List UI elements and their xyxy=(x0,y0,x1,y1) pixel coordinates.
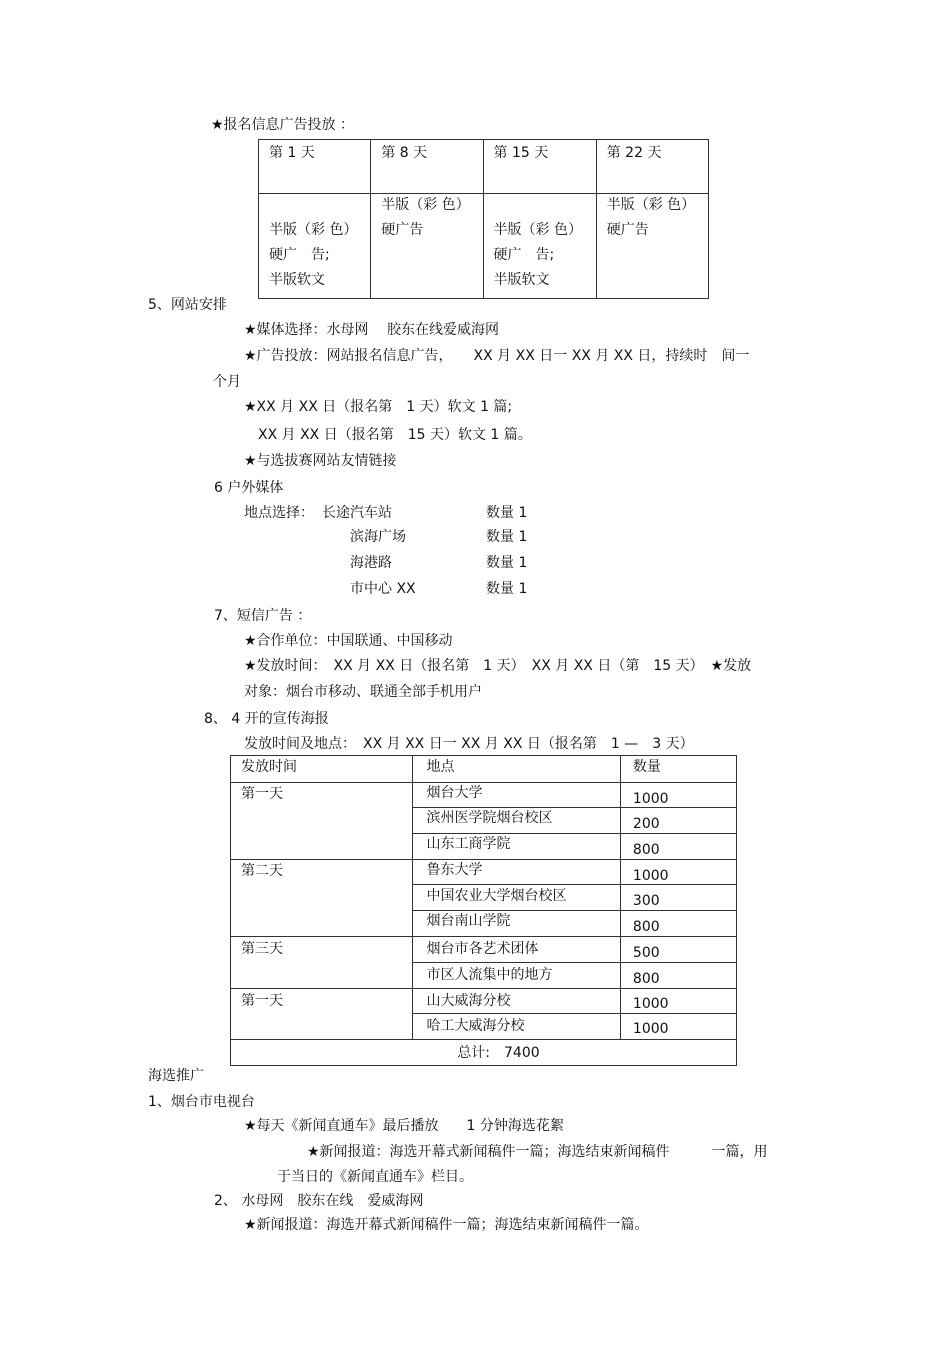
column-header: 第 15 天 xyxy=(483,140,596,194)
cell-line: 硬广告 xyxy=(606,222,649,238)
table-cell xyxy=(259,194,371,299)
table-cell xyxy=(596,194,708,299)
column-header: 数量 xyxy=(620,756,736,783)
website-line: ★XX 月 XX 日（报名第 1 天）软文 1 篇; xyxy=(244,399,513,415)
website-line: ★媒体选择：水母网 胶东在线爱威海网 xyxy=(244,322,499,338)
cell-line xyxy=(607,273,702,298)
outdoor-place: 海港路 xyxy=(350,555,392,571)
column-header: 发放时间 xyxy=(231,756,413,783)
outdoor-label: 地点选择： xyxy=(244,505,314,521)
section-title-sms: 7、短信广告 ： xyxy=(214,608,312,624)
table-cell xyxy=(483,194,596,299)
sms-line: ★合作单位：中国联通、中国移动 xyxy=(244,633,453,649)
website-line: XX 月 XX 日（报名第 15 天）软文 1 篇。 xyxy=(258,427,532,443)
place-cell: 滨州医学院烟台校区 xyxy=(412,808,620,834)
cell-line: 硬广 告; xyxy=(269,247,330,263)
place-cell: 市区人流集中的地方 xyxy=(412,963,620,989)
column-header: 第 22 天 xyxy=(596,140,708,194)
cell-line xyxy=(269,198,364,223)
promo-tv-line: ★新闻报道：海选开幕式新闻稿件一篇；海选结束新闻稿件 一篇，用 xyxy=(307,1144,768,1160)
website-line: 个月 xyxy=(213,374,241,390)
website-line: ★广告投放：网站报名信息广告， XX 月 XX 日一 XX 月 XX 日，持续时 间一 xyxy=(244,348,750,364)
poster-subtitle: 发放时间及地点： XX 月 XX 日一 XX 月 XX 日（报名第 1 — 3 天） xyxy=(244,736,694,752)
place-cell: 中国农业大学烟台校区 xyxy=(412,885,620,911)
promo-web-title: 2、 水母网 胶东在线 爱威海网 xyxy=(214,1193,424,1209)
cell-line: 半版软文 xyxy=(269,272,325,288)
cell-line xyxy=(494,198,590,223)
table-row xyxy=(231,989,737,1014)
outdoor-qty: 数量 1 xyxy=(486,529,528,545)
poster-table xyxy=(230,755,737,1066)
qty-cell: 1000 xyxy=(620,860,736,885)
outdoor-place: 长途汽车站 xyxy=(322,505,392,521)
outdoor-qty: 数量 1 xyxy=(486,505,528,521)
sms-line: ★发放时间： XX 月 XX 日（报名第 1 天） XX 月 XX 日（第 15 天） ★发放 xyxy=(244,658,752,674)
day-cell: 第一天 xyxy=(231,989,413,1040)
place-cell: 烟台市各艺术团体 xyxy=(412,937,620,963)
cell-line: 硬广 告; xyxy=(493,247,555,263)
cell-line xyxy=(381,273,476,298)
outdoor-place: 滨海广场 xyxy=(350,529,406,545)
place-cell: 山东工商学院 xyxy=(412,834,620,860)
total-cell: 总计: 7400 xyxy=(231,1040,737,1066)
table-row xyxy=(231,937,737,963)
place-cell: 鲁东大学 xyxy=(412,860,620,885)
cell-line: 半版软文 xyxy=(493,272,550,288)
section-title-promo: 海选推广 xyxy=(148,1068,204,1084)
column-header: 第 8 天 xyxy=(371,140,483,194)
table-row xyxy=(231,783,737,808)
promo-tv-line: 于当日的《新闻直通车》栏目。 xyxy=(277,1169,473,1185)
table-header-row xyxy=(259,140,709,194)
day-cell: 第一天 xyxy=(231,783,413,860)
column-header: 地点 xyxy=(412,756,620,783)
signup-ads-table xyxy=(258,139,709,299)
section-title-website: 5、网站安排 xyxy=(148,297,227,313)
qty-cell: 500 xyxy=(620,937,736,963)
column-header: 第 1 天 xyxy=(259,140,371,194)
qty-cell: 1000 xyxy=(620,1014,736,1040)
table-row xyxy=(259,194,709,299)
table-cell xyxy=(371,194,483,299)
total-row xyxy=(231,1040,737,1066)
cell-line: 硬广告 xyxy=(381,222,424,238)
cell-line xyxy=(381,248,476,273)
cell-line xyxy=(607,248,702,273)
qty-cell: 800 xyxy=(620,834,736,860)
qty-cell: 1000 xyxy=(620,989,736,1014)
day-cell: 第三天 xyxy=(231,937,413,989)
cell-line: 半版（彩 色） xyxy=(381,197,470,213)
qty-cell: 300 xyxy=(620,885,736,911)
place-cell: 山大威海分校 xyxy=(412,989,620,1014)
promo-web-line: ★新闻报道：海选开幕式新闻稿件一篇；海选结束新闻稿件一篇。 xyxy=(244,1217,649,1233)
website-line: ★与选拔赛网站友情链接 xyxy=(244,453,397,469)
promo-tv-title: 1、烟台市电视台 xyxy=(148,1094,255,1110)
place-cell: 烟台大学 xyxy=(412,783,620,808)
table-header-row xyxy=(231,756,737,783)
section-title-poster: 8、 4 开的宣传海报 xyxy=(204,711,329,727)
section-title-outdoor: 6 户外媒体 xyxy=(214,480,284,496)
place-cell: 烟台南山学院 xyxy=(412,911,620,937)
cell-line: 半版（彩 色） xyxy=(493,222,582,238)
outdoor-place: 市中心 XX xyxy=(350,581,416,597)
qty-cell: 800 xyxy=(620,963,736,989)
table-row xyxy=(231,860,737,885)
promo-tv-line: ★每天《新闻直通车》最后播放 1 分钟海选花絮 xyxy=(244,1118,564,1134)
place-cell: 哈工大威海分校 xyxy=(412,1014,620,1040)
outdoor-qty: 数量 1 xyxy=(486,555,528,571)
day-cell: 第二天 xyxy=(231,860,413,937)
cell-line: 半版（彩 色） xyxy=(269,222,358,238)
qty-cell: 200 xyxy=(620,808,736,834)
signup-ads-heading: ★报名信息广告投放 ： xyxy=(211,117,355,133)
qty-cell: 800 xyxy=(620,911,736,937)
sms-line: 对象：烟台市移动、联通全部手机用户 xyxy=(244,684,482,700)
cell-line: 半版（彩 色） xyxy=(606,197,696,213)
outdoor-qty: 数量 1 xyxy=(486,581,528,597)
qty-cell: 1000 xyxy=(620,783,736,808)
